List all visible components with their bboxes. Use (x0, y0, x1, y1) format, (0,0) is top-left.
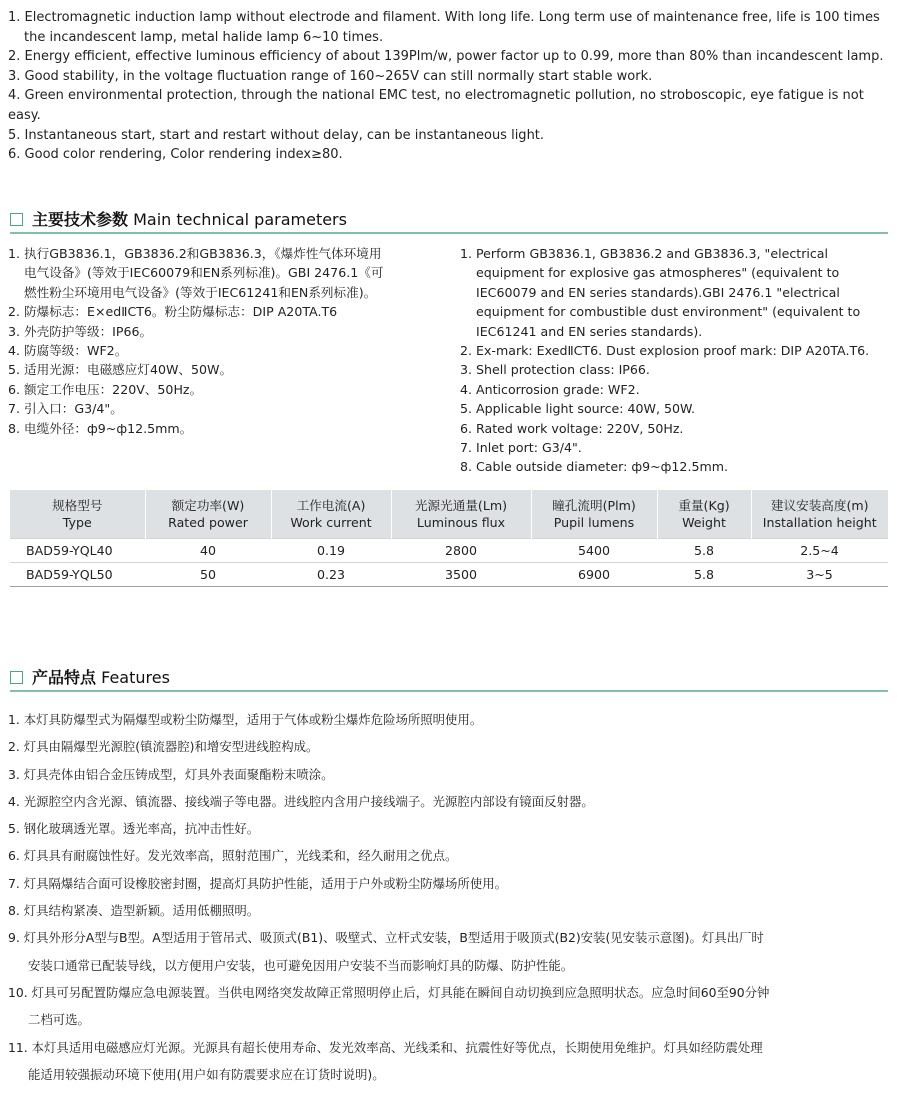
intro-text: Good color rendering, Color rendering index≥80. (24, 147, 343, 163)
param-line: 5. Applicable light source: 40W, 50W. (460, 401, 696, 417)
column-header (145, 490, 271, 538)
param-line: 4. 防腐等级：WF2。 (8, 343, 128, 359)
table-cell: 5.8 (657, 562, 751, 586)
feature-line: 7. 灯具隔爆结合面可设橡胶密封圈，提高灯具防护性能，适用于户外或粉尘防爆场所使用。 (8, 875, 507, 891)
param-line: 1. Perform GB3836.1, GB3836.2 and GB3836.3, "electrical (460, 246, 829, 261)
intro-item (8, 8, 894, 47)
feature-line: 10. 灯具可另配置防爆应急电源装置。当供电网络突发故障正常照明停止后，灯具能在瞬间自动切换到应急照明状态。应急时间60至90分钟 (8, 984, 770, 1000)
intro-line (8, 86, 894, 125)
intro-text: Electromagnetic induction lamp without electrode and filament. With long life. Long term use of maintenance free, life is 100 times (24, 10, 880, 25)
table-cell: 5.8 (657, 538, 751, 562)
feature-line: 2. 灯具由隔爆型光源腔(镇流器腔)和增安型进线腔构成。 (8, 739, 319, 755)
intro-item (8, 86, 894, 125)
param-line: 4. Anticorrosion grade: WF2. (460, 381, 640, 397)
column-header (657, 490, 751, 538)
param-line: 7. Inlet port: G3/4". (460, 440, 582, 456)
feature-line: 9. 灯具外形分A型与B型。A型适用于管吊式、吸顶式(B1)、吸壁式、立杆式安装，B型适用于吸顶式(B2)安装(见安装示意图)。灯具出厂时 (8, 930, 764, 946)
feature-line: 6. 灯具具有耐腐蚀性好。发光效率高，照射范围广，光线柔和，经久耐用之优点。 (8, 848, 458, 864)
intro-line (8, 145, 894, 165)
header-cn: 规格型号 (52, 497, 103, 513)
feature-line: 11. 本灯具适用电磁感应灯光源。光源具有超长使用寿命、发光效率高、光线柔和、抗震性好等优点，长期使用免维护。灯具如经防震处理 (8, 1039, 763, 1055)
param-line: 3. 外壳防护等级：IP66。 (8, 323, 153, 339)
params-list-english (460, 244, 890, 477)
table-cell: 2800 (391, 538, 531, 562)
header-en: Pupil lumens (553, 514, 635, 530)
header-cn: 工作电流(A) (296, 497, 366, 513)
header-en: Rated power (168, 514, 248, 530)
table-cell: 3500 (391, 562, 531, 586)
table-cell: 40 (145, 538, 271, 562)
feature-line: 8. 灯具结构紧凑、造型新颖。适用低棚照明。 (8, 903, 260, 919)
header-en: Luminous flux (416, 514, 506, 530)
param-line: 2. Ex-mark: ExedⅡCT6. Dust explosion proof mark: DIP A20TA.T6. (460, 343, 870, 359)
table-cell: 0.19 (271, 538, 391, 562)
table-cell: 6900 (531, 562, 657, 586)
params-section-header (10, 208, 888, 232)
header-en: Type (62, 514, 92, 530)
intro-text: Instantaneous start, start and restart without delay, can be instantaneous light. (24, 127, 545, 143)
feature-line: 安装口通常已配装导线，以方便用户安装，也可避免因用户安装不当而影响灯具的防爆、防护性能。 (28, 957, 574, 973)
param-line: equipment for explosive gas atmospheres" (equivalent to (476, 265, 840, 281)
table-cell: 3~5 (751, 562, 888, 586)
spec-table (10, 490, 888, 587)
param-line: 3. Shell protection class: IP66. (460, 362, 650, 378)
param-line: 8. 电缆外径：ф9~ф12.5mm。 (8, 420, 193, 436)
intro-number: 3. (8, 68, 21, 84)
param-line: IEC61241 and EN series standards). (476, 323, 703, 339)
table-header-row (10, 490, 888, 538)
features-list (8, 706, 896, 1088)
param-line: 电气设备》(等效于IEC60079和EN系列标准)。GBI 2476.1《可 (24, 265, 384, 281)
param-line: 2. 防爆标志：E×edⅡCT6。粉尘防爆标志：DIP A20TA.T6 (8, 304, 338, 320)
table-cell: 2.5~4 (751, 538, 888, 562)
param-line: 1. 执行GB3836.1，GB3836.2和GB3836.3，《爆炸性气体环境用 (8, 246, 382, 261)
intro-line (8, 67, 894, 87)
intro-number: 4. (8, 88, 21, 104)
param-line: 5. 适用光源：电磁感应灯40W、50W。 (8, 362, 233, 378)
intro-number: 6. (8, 147, 21, 163)
param-line: 8. Cable outside diameter: ф9~ф12.5mm. (460, 459, 728, 475)
feature-line: 5. 钢化玻璃透光罩。透光率高，抗冲击性好。 (8, 821, 260, 837)
checkbox-square-icon (10, 671, 23, 684)
table-row (10, 538, 888, 562)
param-line: IEC60079 and EN series standards).GBI 2476.1 "electrical (476, 284, 840, 300)
intro-number: 1. (8, 10, 21, 25)
intro-text: the incandescent lamp, metal halide lamp 6~10 times. (24, 29, 384, 45)
param-line: 7. 引入口：G3/4"。 (8, 401, 123, 417)
header-cn: 额定功率(W) (171, 497, 245, 513)
feature-line: 3. 灯具壳体由铝合金压铸成型，灯具外表面聚酯粉末喷涂。 (8, 766, 334, 782)
checkbox-square-icon (10, 213, 23, 226)
column-header (751, 490, 888, 538)
header-en: Work current (290, 514, 372, 530)
intro-line (8, 28, 894, 48)
param-line: 6. 额定工作电压：220V、50Hz。 (8, 381, 203, 397)
intro-item (8, 67, 894, 87)
table-cell: 0.23 (271, 562, 391, 586)
param-line: 燃性粉尘环境用电气设备》(等效于IEC61241和EN系列标准)。 (24, 284, 377, 300)
section-divider (10, 690, 888, 692)
feature-line: 能适用较强振动环境下使用(用户如有防震要求应在订货时说明)。 (28, 1066, 385, 1082)
table-cell: 5400 (531, 538, 657, 562)
intro-number: 2. (8, 49, 21, 65)
features-section-title: 产品特点 Features (32, 668, 170, 687)
header-cn: 重量(Kg) (678, 497, 730, 513)
table-cell: BAD59-YQL40 (10, 538, 145, 562)
header-en: Installation height (762, 514, 877, 530)
params-list-chinese (8, 244, 448, 438)
intro-text: Green environmental protection, through the national EMC test, no electromagnetic pollution, no stroboscopic, eye fatigue is not easy. (8, 88, 864, 123)
column-header (531, 490, 657, 538)
header-cn: 光源光通量(Lm) (414, 497, 508, 513)
intro-line (8, 126, 894, 146)
intro-item (8, 145, 894, 165)
section-divider (10, 232, 888, 234)
column-header (271, 490, 391, 538)
table-cell: 50 (145, 562, 271, 586)
param-line: 6. Rated work voltage: 220V, 50Hz. (460, 420, 684, 436)
table-cell: BAD59-YQL50 (10, 562, 145, 586)
intro-text: Energy efficient, effective luminous efficiency of about 139Plm/w, power factor up to 0.99, more than 80% than incandescent lamp. (24, 49, 884, 65)
column-header (10, 490, 145, 538)
header-cn: 建议安装高度(m) (770, 497, 869, 513)
feature-line: 二档可选。 (28, 1012, 90, 1028)
intro-list (8, 8, 894, 165)
intro-text: Good stability, in the voltage fluctuation range of 160~265V can still normally start stable work. (24, 68, 653, 84)
table-row (10, 562, 888, 586)
feature-line: 1. 本灯具防爆型式为隔爆型或粉尘防爆型，适用于气体或粉尘爆炸危险场所照明使用。 (8, 712, 483, 727)
params-section-title: 主要技术参数 Main technical parameters (32, 210, 347, 229)
intro-item (8, 126, 894, 146)
intro-line (8, 8, 894, 28)
intro-line (8, 47, 894, 67)
column-header (391, 490, 531, 538)
features-section-header (10, 666, 888, 690)
param-line: equipment for combustible dust environment" (equivalent to (476, 304, 861, 320)
feature-line: 4. 光源腔空内含光源、镇流器、接线端子等电器。进线腔内含用户接线端子。光源腔内部设有镜面反射器。 (8, 793, 594, 809)
intro-item (8, 47, 894, 67)
header-cn: 瞳孔流明(Plm) (552, 497, 636, 513)
intro-number: 5. (8, 127, 21, 143)
header-en: Weight (682, 514, 726, 530)
